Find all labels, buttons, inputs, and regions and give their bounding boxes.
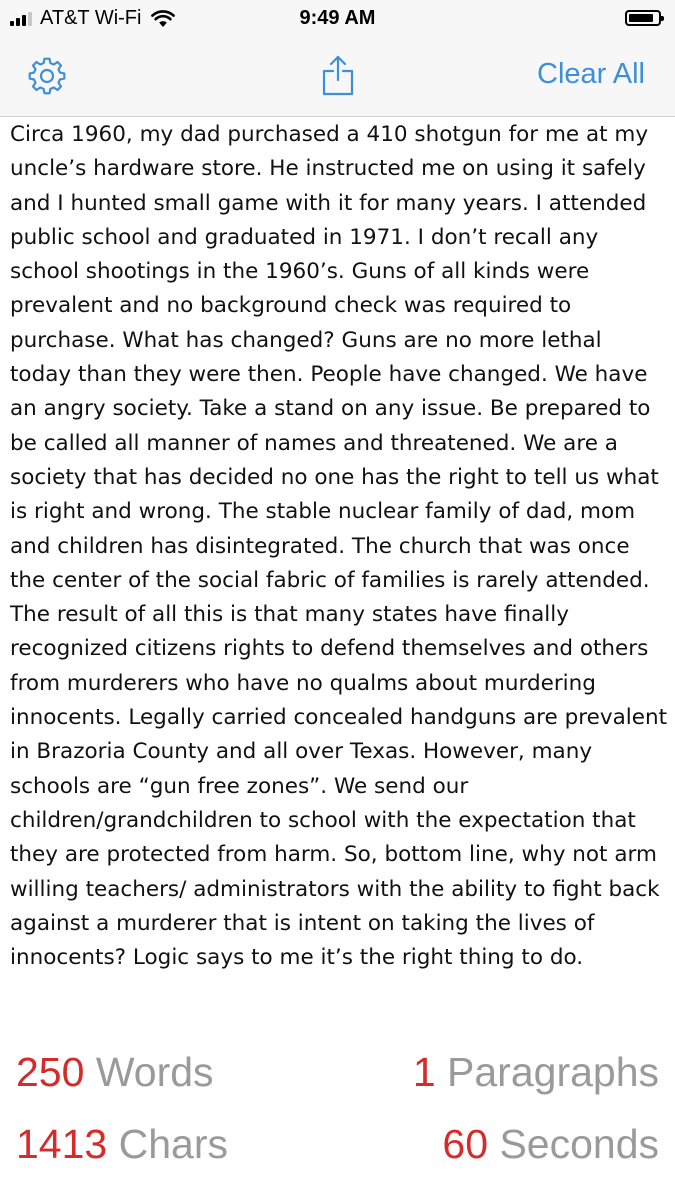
status-time: 9:49 AM [299, 7, 376, 29]
carrier-label: AT&T Wi-Fi [40, 7, 142, 29]
word-count-label: Words [95, 1049, 214, 1095]
seconds-label: Seconds [499, 1121, 659, 1167]
share-icon [320, 54, 356, 96]
char-count-value: 1413 [16, 1121, 108, 1167]
word-count-value: 250 [16, 1049, 85, 1095]
char-count-label: Chars [118, 1121, 228, 1167]
battery-icon [625, 10, 661, 26]
status-bar [0, 0, 675, 40]
paragraph-count-stat [413, 1049, 659, 1096]
toolbar [0, 40, 675, 117]
clear-all-button[interactable]: Clear All [537, 58, 645, 90]
seconds-stat [442, 1121, 659, 1168]
settings-button[interactable] [28, 57, 66, 95]
text-editor[interactable]: Circa 1960, my dad purchased a 410 shotgun for me at my uncle’s hardware store. He instructed me on using it safely and I hunted small game with it for many years. I attended public school and graduated in 1971. I don’t recall any school shootings in the 1960’s. Guns of all kinds were prevalent and no background check was required to purchase. What has changed? Guns are no more lethal today than they were then. People have changed. We have an angry society. Take a stand on any issue. Be prepared to be called all manner of names and threatened. We are a society that has decided no one has the right to tell us what is right and wrong. The stable nuclear family of dad, mom and children has disintegrated. The church that was once the center of the social fabric of families is rarely attended. The result of all this is that many states have finally recognized citizens rights to defend themselves and others from murderers who have no qualms about murdering innocents. Legally carried concealed handguns are prevalent in Brazoria County and all over Texas. However, many schools are “gun free zones”. We send our children/grandchildren to school with the expectation that they are protected from harm. So, bottom line, why not arm willing teachers/ administrators with the ability to fight back against a murderer that is intent on taking the lives of innocents? Logic says to me it’s the right thing to do. [10, 122, 668, 971]
paragraph-count-value: 1 [412, 1049, 436, 1095]
paragraph-count-label: Paragraphs [447, 1049, 659, 1095]
char-count-stat [16, 1121, 228, 1168]
word-count-stat [16, 1049, 214, 1096]
gear-icon [28, 57, 66, 95]
share-button[interactable] [320, 54, 356, 96]
seconds-value: 60 [442, 1121, 489, 1167]
